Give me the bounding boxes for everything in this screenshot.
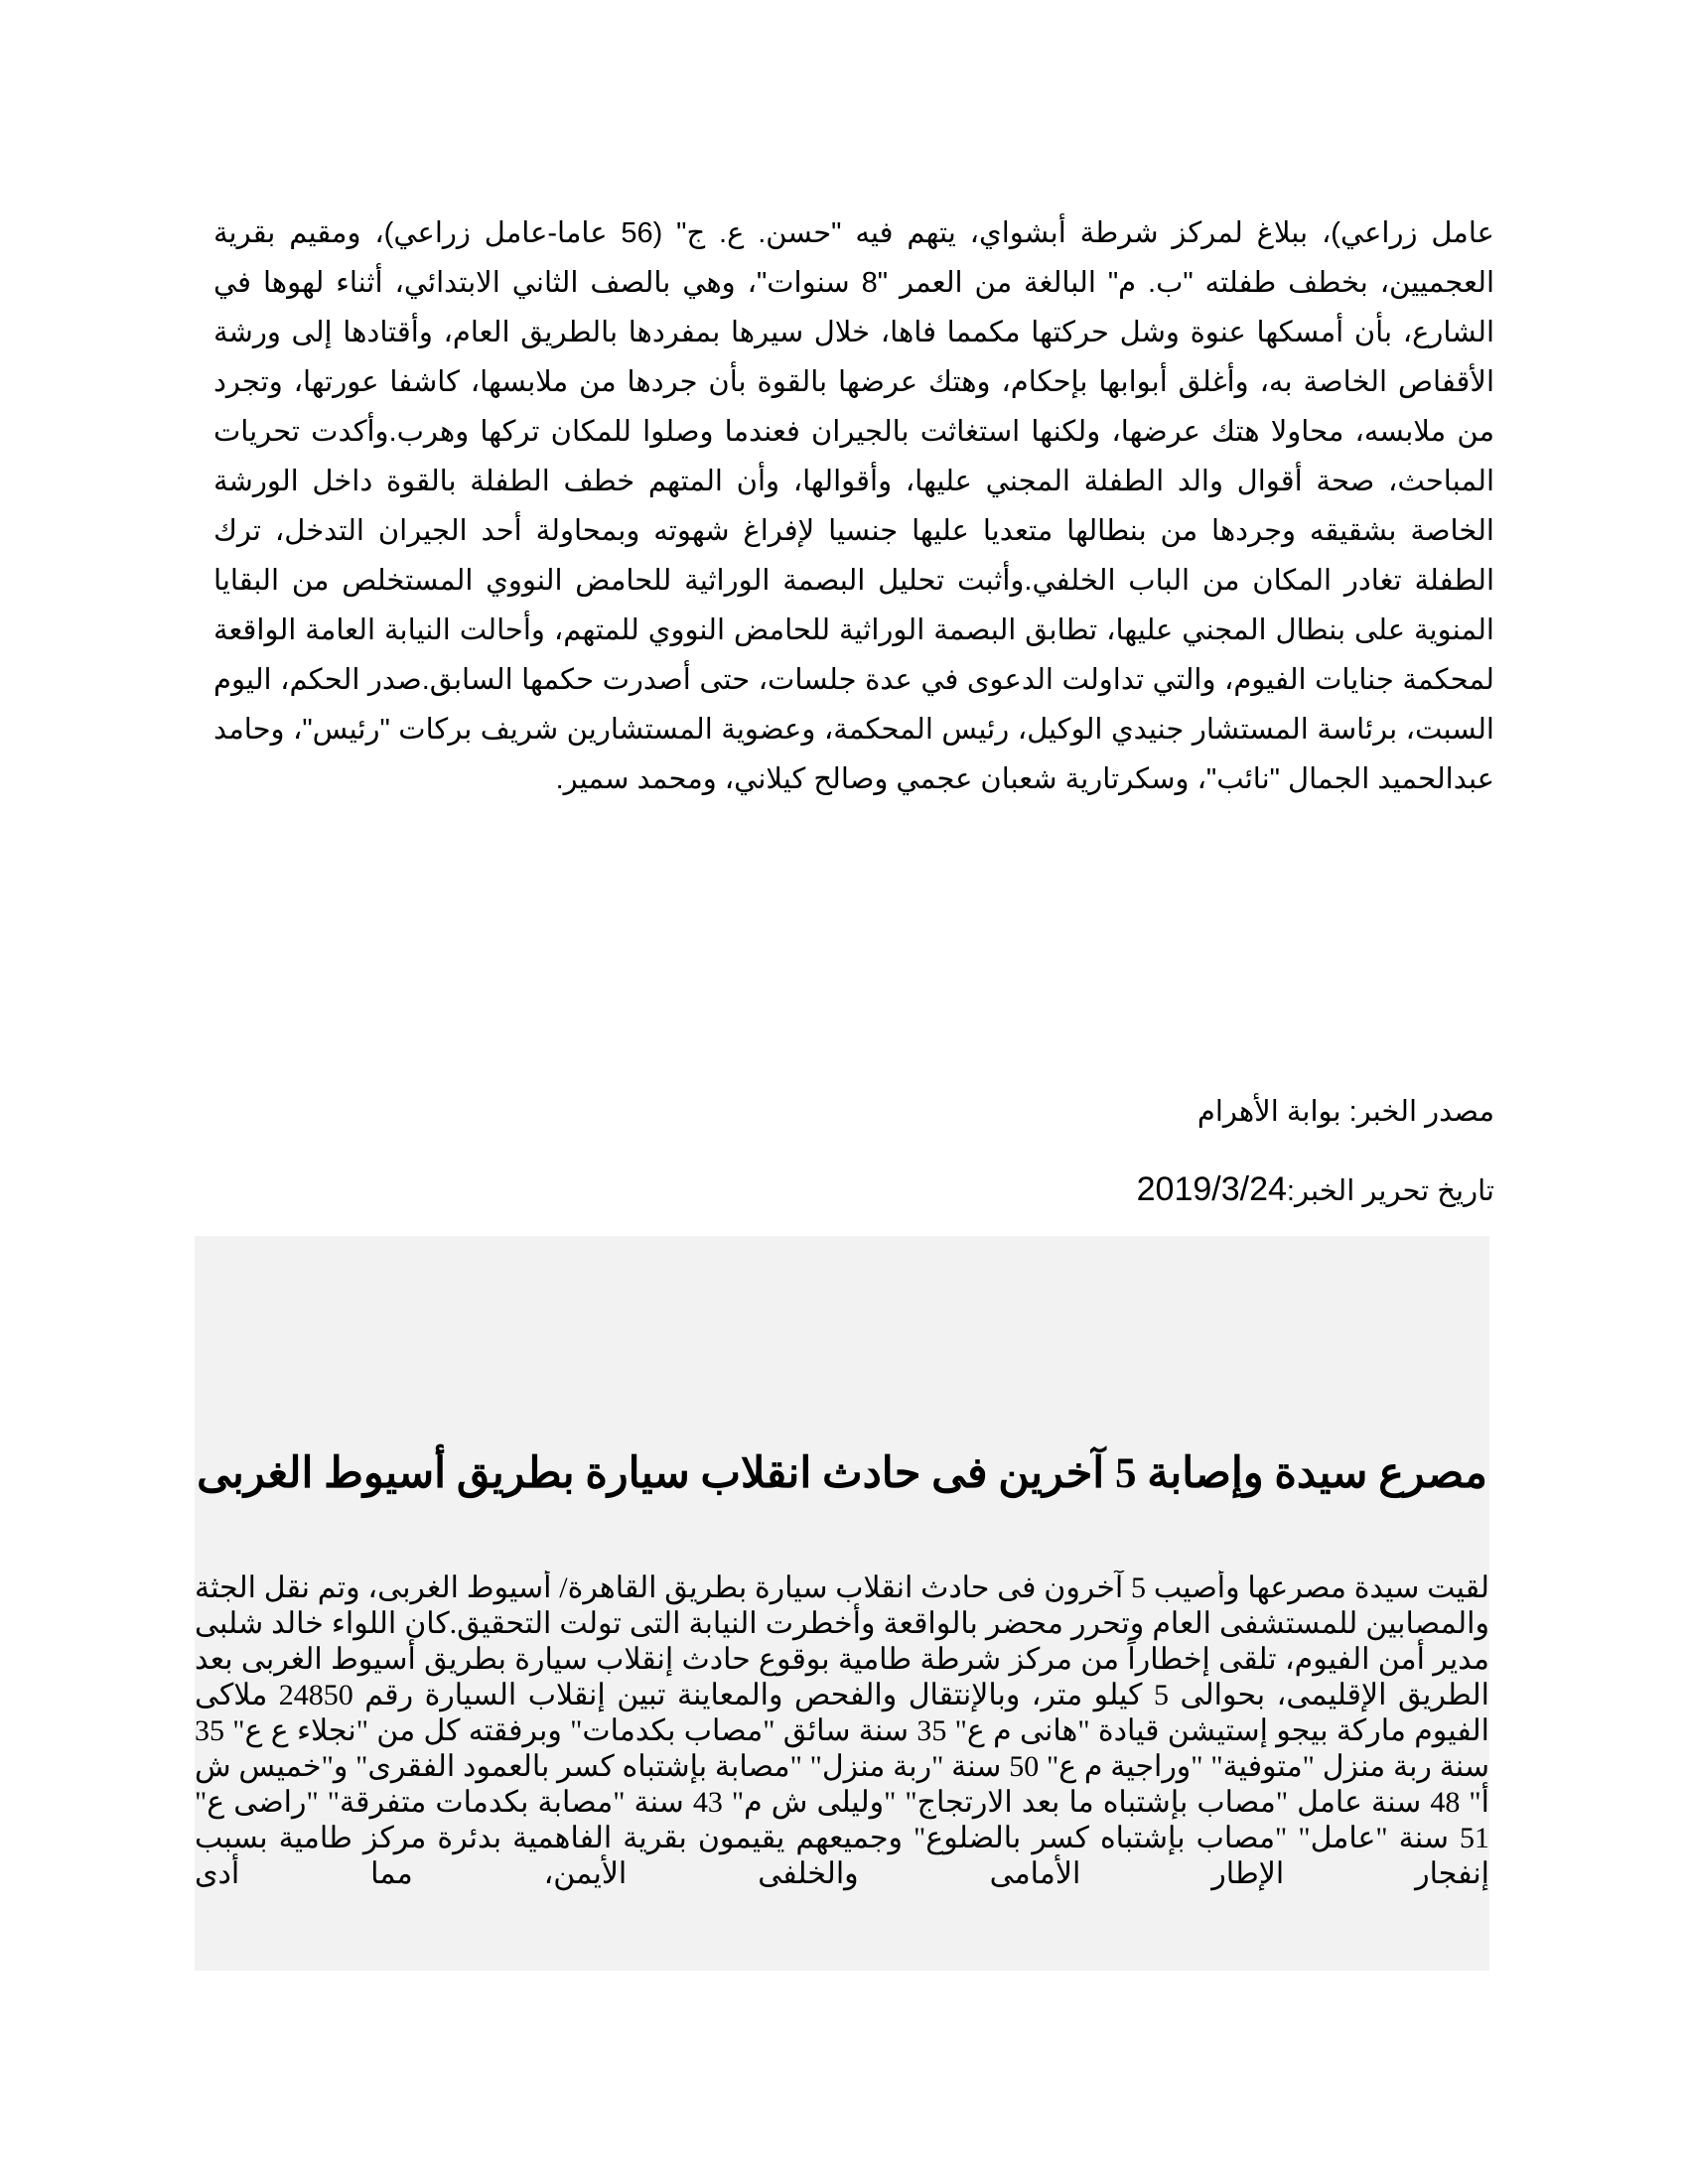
related-article-body: لقيت سيدة مصرعها وأصيب 5 آخرون فى حادث انقلاب سيارة بطريق القاهرة/ أسيوط الغربى، وتم نقل الجثة والمصابين للمستشفى العام وتحرر محضر بالواقعة وأخطرت النيابة التى تولت التحقيق.كان اللواء خالد شلبى مدير أمن الفيوم، تلقى إخطاراً من مركز شرطة طامية بوقوع حادث إنقلاب سيارة بطريق أسيوط الغربى بعد الطريق الإقليمى، بحوالى 5 كيلو متر، وبالإنتقال والفحص والمعاينة تبين إنقلاب السيارة رقم 24850 ملاكى الفيوم ماركة بيجو إستيشن قيادة "هانى م ع" 35 سنة سائق "مصاب بكدمات" وبرفقته كل من "نجلاء ع ع" 35 سنة ربة منزل "متوفية" "وراجية م ع" 50 سنة "ربة منزل" "مصابة بإشتباه كسر بالعمود الفقرى" و"خميس ش أ" 48 سنة عامل "مصاب بإشتباه ما بعد الارتجاج" "وليلى ش م" 43 سنة "مصابة بكدمات متفرقة" "راضى ع" 51 سنة "عامل" "مصاب بإشتباه كسر بالضلوع" وجميعهم يقيمون بقرية الفاهمية بدئرة مركز طامية بسبب إنفجار الإطار الأمامى والخلفى الأيمن، مما أدى [195, 1571, 1489, 1890]
news-source [899, 1092, 1494, 1132]
news-date [899, 1169, 1494, 1211]
news-date-label: تاريخ تحرير الخبر: [1286, 1175, 1494, 1207]
news-source-text: مصدر الخبر: بوابة الأهرام [1196, 1096, 1494, 1128]
related-article-title: مصرع سيدة وإصابة 5 آخرين فى حادث انقلاب سيارة بطريق أسيوط الغربى [197, 1450, 1487, 1497]
news-date-value: 2019/3/24 [1136, 1170, 1287, 1208]
article-body [213, 208, 1494, 804]
related-article-panel [195, 1236, 1489, 1971]
article-paragraph: عامل زراعي)، ببلاغ لمركز شرطة أبشواي، يتهم فيه "حسن. ع. ج" (56 عاما-عامل زراعي)، ومقيم بقرية العجميين، بخطف طفلته "ب. م" البالغة من العمر "8 سنوات"، وهي بالصف الثاني الابتدائي، أثناء لهوها في الشارع، بأن أمسكها عنوة وشل حركتها مكمما فاها، خلال سيرها بمفردها بالطريق العام، وأقتادها إلى ورشة الأقفاص الخاصة به، وأغلق أبوابها بإحكام، وهتك عرضها بالقوة بأن جردها من ملابسها، كاشفا عورتها، وتجرد من ملابسه، محاولا هتك عرضها، ولكنها استغاثت بالجيران فعندما وصلوا للمكان تركها وهرب.وأكدت تحريات المباحث، صحة أقوال والد الطفلة المجني عليها، وأقوالها، وأن المتهم خطف الطفلة بالقوة داخل الورشة الخاصة بشقيقه وجردها من بنطالها متعديا عليها جنسيا لإفراغ شهوته وبمحاولة أحد الجيران التدخل، ترك الطفلة تغادر المكان من الباب الخلفي.وأثبت تحليل البصمة الوراثية للحامض النووي المستخلص من البقايا المنوية على بنطال المجني عليها، تطابق البصمة الوراثية للحامض النووي للمتهم، وأحالت النيابة العامة الواقعة لمحكمة جنايات الفيوم، والتي تداولت الدعوى في عدة جلسات، حتى أصدرت حكمها السابق.صدر الحكم، اليوم السبت، برئاسة المستشار جنيدي الوكيل، رئيس المحكمة، وعضوية المستشارين شريف بركات "رئيس"، وحامد عبدالحميد الجمال "نائب"، وسكرتارية شعبان عجمي وصالح كيلاني، ومحمد سمير. [213, 217, 1495, 795]
